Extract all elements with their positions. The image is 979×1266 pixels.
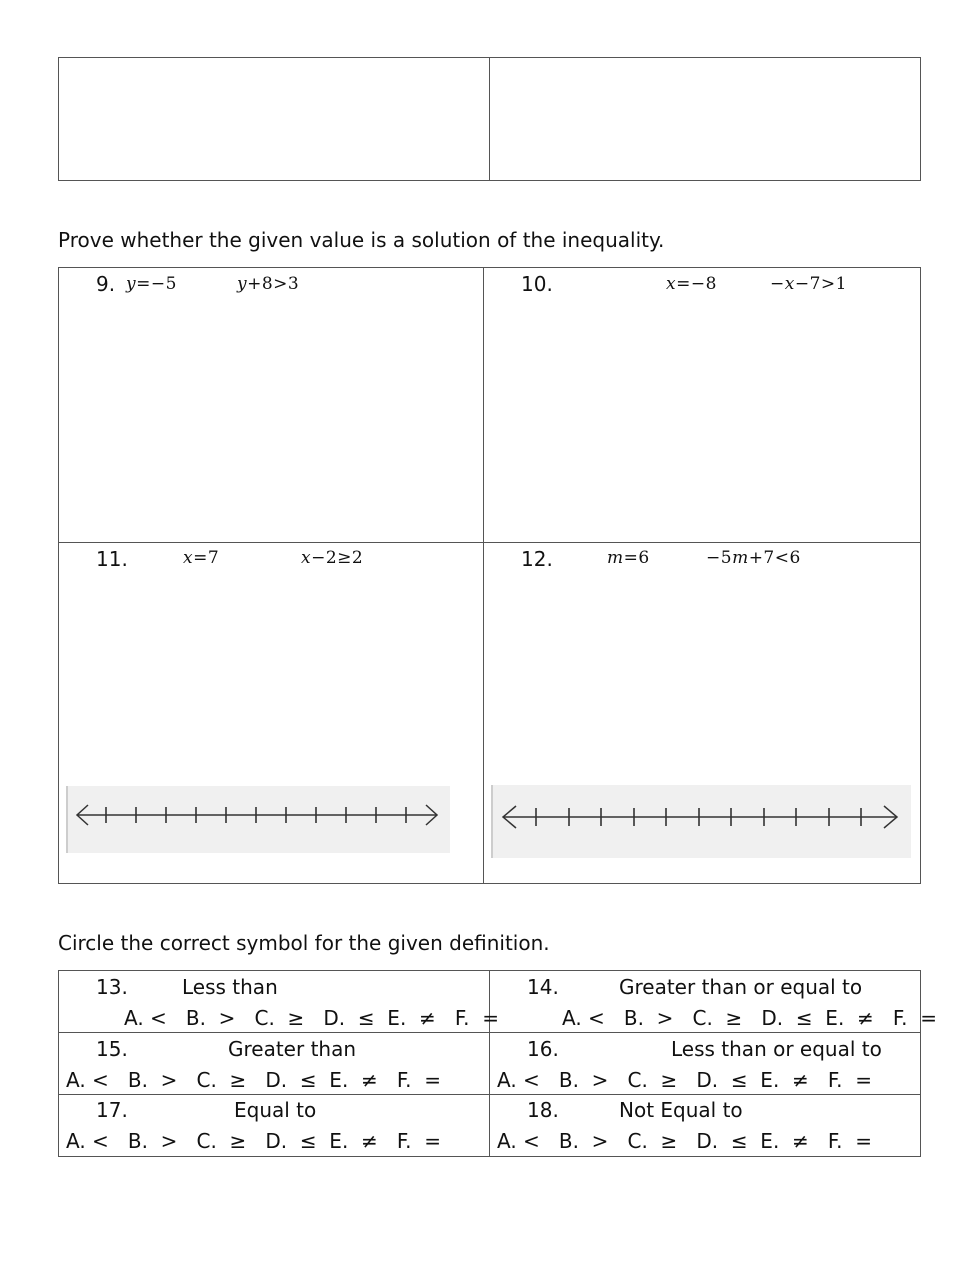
number-line-right <box>491 785 911 858</box>
problem-12-inequality: −5m+7<6 <box>706 548 801 568</box>
definition-15-choices[interactable]: A. < B. > C. ≥ D. ≤ E. ≠ F. = <box>66 1068 441 1092</box>
prove-instruction: Prove whether the given value is a solution of the inequality. <box>58 228 665 252</box>
top-table-divider <box>489 57 490 181</box>
problem-9-inequality: y+8>3 <box>237 274 300 294</box>
circle-instruction: Circle the correct symbol for the given definition. <box>58 931 550 955</box>
definitions-row-divider-2 <box>58 1094 921 1095</box>
definition-14-choices[interactable]: A. < B. > C. ≥ D. ≤ E. ≠ F. = <box>562 1006 937 1030</box>
problems-table-divider <box>483 267 484 884</box>
definition-14-term: Greater than or equal to <box>619 975 863 999</box>
number-line-right-graphic <box>491 785 911 858</box>
definition-18-choices[interactable]: A. < B. > C. ≥ D. ≤ E. ≠ F. = <box>497 1129 872 1153</box>
definition-18-term: Not Equal to <box>619 1098 743 1122</box>
definition-16-number: 16. <box>527 1037 559 1061</box>
definition-18-number: 18. <box>527 1098 559 1122</box>
problem-12-value: m=6 <box>607 548 650 568</box>
definition-13-number: 13. <box>96 975 128 999</box>
definition-13-term: Less than <box>182 975 278 999</box>
definition-14-number: 14. <box>527 975 559 999</box>
problem-10-inequality: −x−7>1 <box>770 274 847 294</box>
definitions-row-divider-1 <box>58 1032 921 1033</box>
problem-11-inequality: x−2≥2 <box>301 548 364 568</box>
definition-15-term: Greater than <box>228 1037 357 1061</box>
definition-16-term: Less than or equal to <box>671 1037 882 1061</box>
definition-16-choices[interactable]: A. < B. > C. ≥ D. ≤ E. ≠ F. = <box>497 1068 872 1092</box>
number-line-left-graphic <box>66 786 450 853</box>
problem-11-number: 11. <box>96 547 128 571</box>
problem-9-number: 9. <box>96 272 116 296</box>
problem-12-number: 12. <box>521 547 553 571</box>
problem-10-value: x=−8 <box>666 274 717 294</box>
definition-17-term: Equal to <box>234 1098 317 1122</box>
definitions-table-divider <box>489 970 490 1157</box>
problem-11-value: x=7 <box>183 548 220 568</box>
definition-13-choices[interactable]: A. < B. > C. ≥ D. ≤ E. ≠ F. = <box>124 1006 499 1030</box>
problem-9-value: y=−5 <box>126 274 177 294</box>
definition-17-number: 17. <box>96 1098 128 1122</box>
problems-table-row-divider <box>58 542 921 543</box>
definition-15-number: 15. <box>96 1037 128 1061</box>
problem-10-number: 10. <box>521 272 553 296</box>
number-line-left <box>66 786 450 853</box>
definition-17-choices[interactable]: A. < B. > C. ≥ D. ≤ E. ≠ F. = <box>66 1129 441 1153</box>
